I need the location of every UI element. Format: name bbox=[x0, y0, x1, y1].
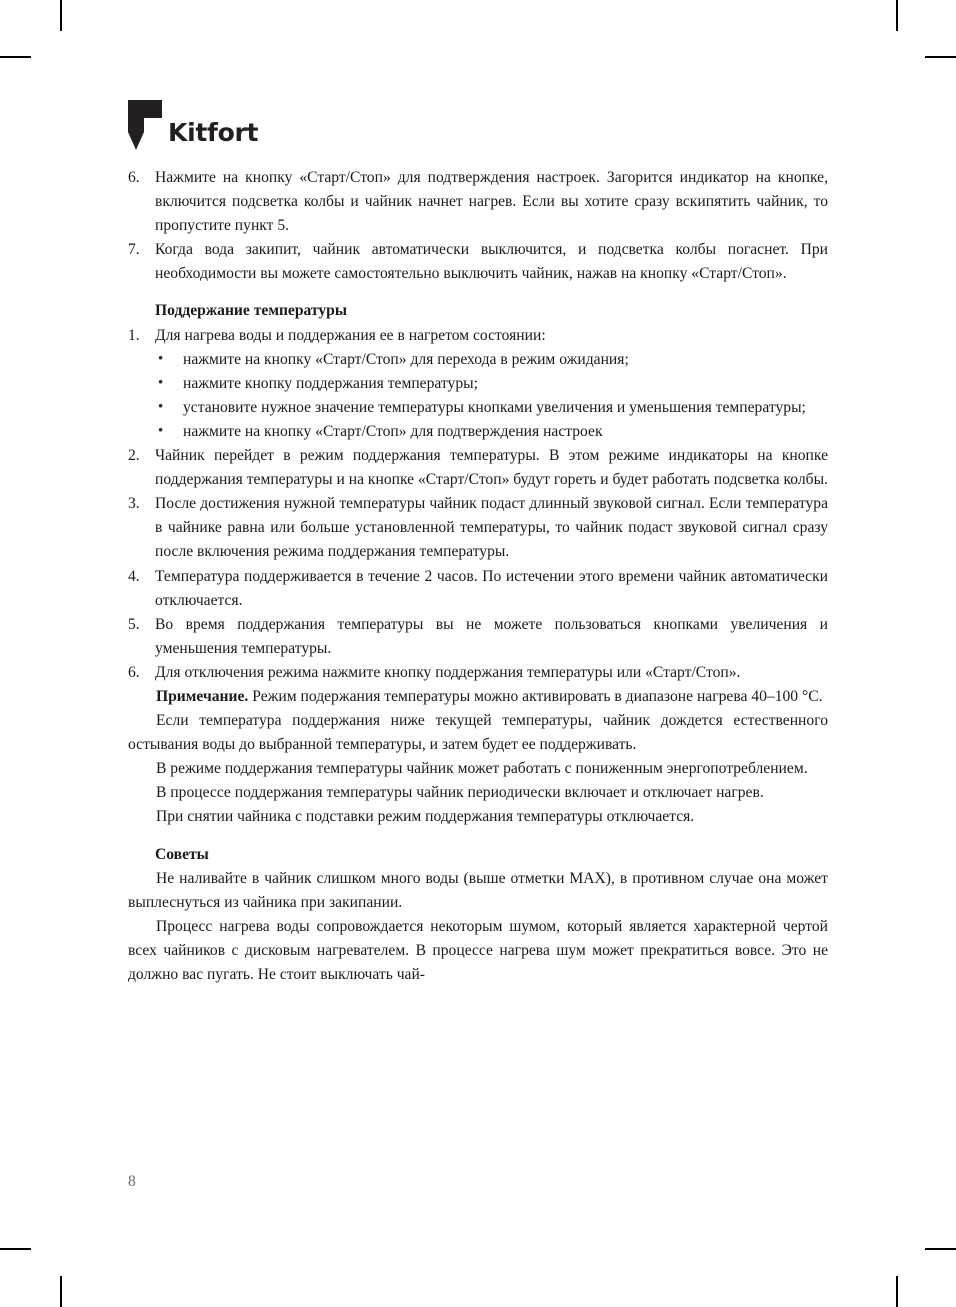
section-heading-tips: Советы bbox=[155, 845, 209, 863]
list-item bbox=[158, 372, 828, 396]
list-steps-continued bbox=[128, 166, 828, 286]
bullet-glyph-icon: • bbox=[158, 374, 164, 391]
list-item bbox=[158, 420, 828, 444]
spacer bbox=[128, 830, 828, 843]
note-paragraph bbox=[128, 685, 828, 709]
spacer bbox=[128, 286, 828, 299]
list-item bbox=[158, 348, 828, 372]
list-item-text: Чайник перейдет в режим поддержания температуры. В этом режиме индикаторы на кнопке поддержания температуры и на кнопке «Старт/Стоп» будут гореть и будет работать подсветка колбы. bbox=[155, 447, 828, 489]
list-marker: 5. bbox=[128, 615, 140, 633]
list-item bbox=[128, 324, 828, 348]
list-marker: 6. bbox=[128, 169, 140, 186]
kitfort-flag-mark-icon bbox=[128, 100, 162, 150]
bullet-text: нажмите кнопку поддержания температуры; bbox=[183, 374, 478, 392]
list-keep-warm-step1 bbox=[128, 324, 828, 348]
list-keep-warm-steps bbox=[128, 444, 828, 685]
list-item bbox=[128, 444, 828, 492]
note-text: Режим подержания температуры можно активировать в диапазоне нагрева 40–100 °C. bbox=[248, 687, 823, 705]
paragraph: В процессе поддержания температуры чайник периодически включает и отключает нагрев. bbox=[156, 784, 764, 802]
list-marker: 4. bbox=[128, 567, 140, 585]
list-item bbox=[128, 661, 828, 685]
crop-mark-top-right-horizontal bbox=[925, 56, 956, 58]
list-item-text: Когда вода закипит, чайник автоматически выключится, и подсветка колбы погаснет. При необходимости вы можете самостоятельно выключить чайник, нажав на кнопку «Старт/Стоп». bbox=[155, 241, 828, 283]
page-number: 8 bbox=[128, 1173, 136, 1190]
list-marker: 6. bbox=[128, 663, 140, 681]
list-item-text: После достижения нужной температуры чайник подаст длинный звуковой сигнал. Если температура в чайнике равна или больше установленной температуры, то чайник подаст звуковой сигнал сразу после включения режима поддержания температуры. bbox=[155, 495, 828, 561]
bullet-glyph-icon: • bbox=[158, 422, 164, 439]
page-body bbox=[128, 166, 828, 987]
list-marker: 1. bbox=[128, 326, 140, 344]
crop-mark-top-right-vertical bbox=[896, 0, 898, 31]
list-item-text: Нажмите на кнопку «Старт/Стоп» для подтверждения настроек. Загорится индикатор на кнопке, включится подсветка колбы и чайник начнет нагрев. Если вы хотите сразу вскипятить чайник, то пропустите пункт 5. bbox=[155, 169, 828, 235]
paragraph: При снятии чайника с подставки режим поддержания температуры отключается. bbox=[156, 808, 695, 826]
list-item-text: Для отключения режима нажмите кнопку поддержания температуры или «Старт/Стоп». bbox=[155, 663, 741, 681]
paragraph: Если температура поддержания ниже текущей температуры, чайник дождется естественного остывания воды до выбранной температуры, и затем будет ее поддерживать. bbox=[128, 712, 828, 754]
bullet-list-keep-warm bbox=[128, 348, 828, 444]
list-item-text: Для нагрева воды и поддержания ее в нагретом состоянии: bbox=[155, 326, 546, 344]
paragraph: В режиме поддержания температуры чайник может работать с пониженным энергопотреблением. bbox=[156, 760, 808, 778]
crop-mark-bottom-left-vertical bbox=[60, 1276, 62, 1307]
list-marker: 2. bbox=[128, 447, 140, 465]
section-heading-keep-warm: Поддержание температуры bbox=[155, 302, 348, 320]
brand-logo bbox=[128, 100, 348, 156]
list-item bbox=[128, 613, 828, 661]
list-marker: 3. bbox=[128, 495, 140, 513]
crop-mark-bottom-left-horizontal bbox=[0, 1248, 31, 1250]
list-item bbox=[158, 396, 828, 420]
bullet-text: нажмите на кнопку «Старт/Стоп» для подтверждения настроек bbox=[183, 422, 603, 440]
note-label: Примечание. bbox=[156, 687, 249, 705]
list-item bbox=[128, 238, 828, 286]
bullet-text: нажмите на кнопку «Старт/Стоп» для перехода в режим ожидания; bbox=[183, 350, 629, 368]
paragraph: Процесс нагрева воды сопровождается некоторым шумом, который является характерной чертой всех чайников с дисковым нагревателем. В процессе нагрева шум может прекратиться вовсе. Это не должно вас пугать. Не стоит выключать чай- bbox=[128, 917, 828, 983]
list-item bbox=[128, 565, 828, 613]
list-item-text: Температура поддерживается в течение 2 часов. По истечении этого времени чайник автоматически отключается. bbox=[155, 567, 828, 609]
crop-mark-top-left-vertical bbox=[60, 0, 62, 31]
document-page bbox=[128, 0, 828, 1307]
brand-name: Kitfort bbox=[168, 118, 259, 147]
bullet-text: установите нужное значение температуры кнопками увеличения и уменьшения температуры; bbox=[183, 398, 806, 416]
bullet-glyph-icon: • bbox=[158, 350, 164, 367]
crop-mark-bottom-right-vertical bbox=[896, 1276, 898, 1307]
list-item-text: Во время поддержания температуры вы не можете пользоваться кнопками увеличения и уменьшения температуры. bbox=[155, 615, 828, 657]
paragraph: Не наливайте в чайник слишком много воды (выше отметки MAX), в противном случае она может выплеснуться из чайника при закипании. bbox=[128, 869, 828, 911]
list-item bbox=[128, 492, 828, 564]
crop-mark-top-left-horizontal bbox=[0, 56, 31, 58]
crop-mark-bottom-right-horizontal bbox=[925, 1248, 956, 1250]
list-item bbox=[128, 166, 828, 238]
bullet-glyph-icon: • bbox=[158, 398, 164, 415]
list-marker: 7. bbox=[128, 241, 140, 259]
